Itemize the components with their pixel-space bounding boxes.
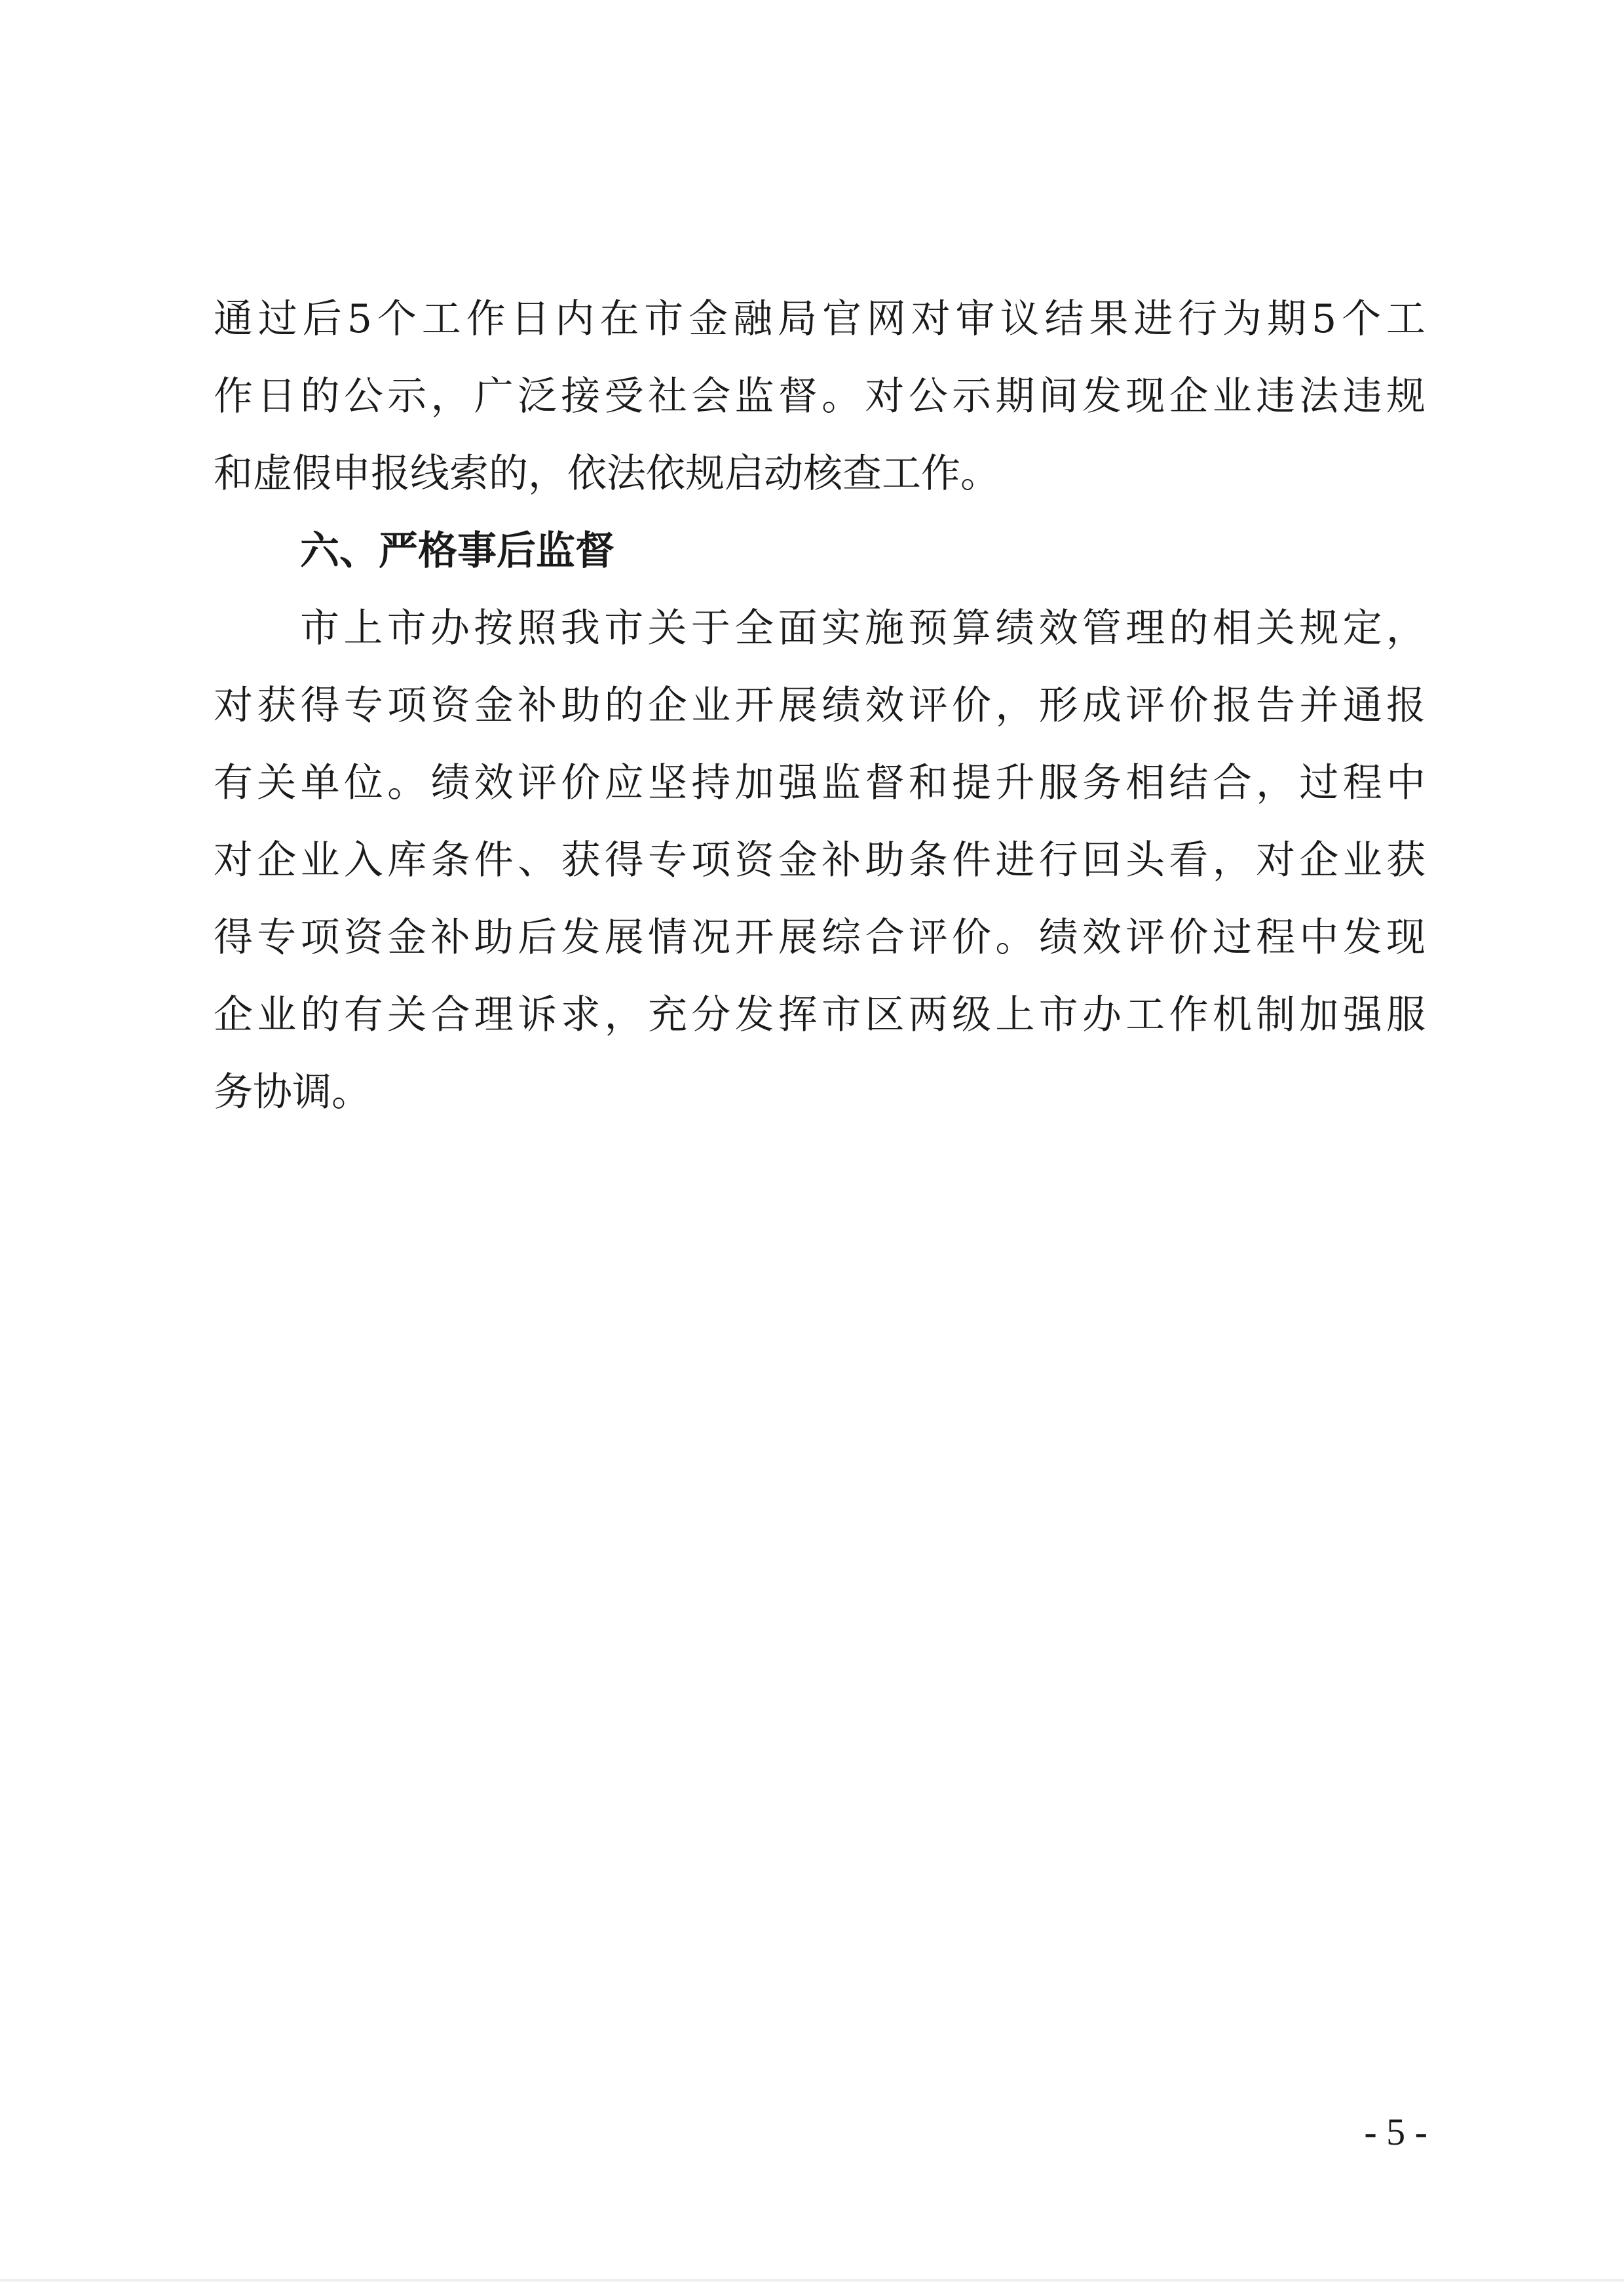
- text-line: 作日的公示，广泛接受社会监督。对公示期间发现企业违法违规: [214, 373, 1426, 419]
- scan-edge-divider: [0, 2279, 1624, 2282]
- document-body: [214, 280, 1426, 1131]
- text-line: 得专项资金补助后发展情况开展综合评价。绩效评价过程中发现: [214, 915, 1426, 961]
- text-line: 通过后5个工作日内在市金融局官网对审议结果进行为期5个工: [214, 296, 1426, 342]
- text-line: 市上市办按照我市关于全面实施预算绩效管理的相关规定，: [300, 605, 1426, 651]
- text-line: 有关单位。绩效评价应坚持加强监督和提升服务相结合，过程中: [214, 760, 1426, 806]
- paragraph-supervision: [214, 590, 1426, 1131]
- text-line: 对获得专项资金补助的企业开展绩效评价，形成评价报告并通报: [214, 683, 1426, 729]
- text-line: 企业的有关合理诉求，充分发挥市区两级上市办工作机制加强服: [214, 992, 1426, 1038]
- paragraph-continuation: [214, 280, 1426, 512]
- text-line: 对企业入库条件、获得专项资金补助条件进行回头看，对企业获: [214, 837, 1426, 883]
- page-number: - 5 -: [1364, 2111, 1427, 2153]
- text-line: 和虚假申报线索的，依法依规启动核查工作。: [214, 451, 1000, 497]
- text-line: 务协调。: [214, 1069, 371, 1115]
- section-heading: 六、严格事后监督: [300, 528, 614, 574]
